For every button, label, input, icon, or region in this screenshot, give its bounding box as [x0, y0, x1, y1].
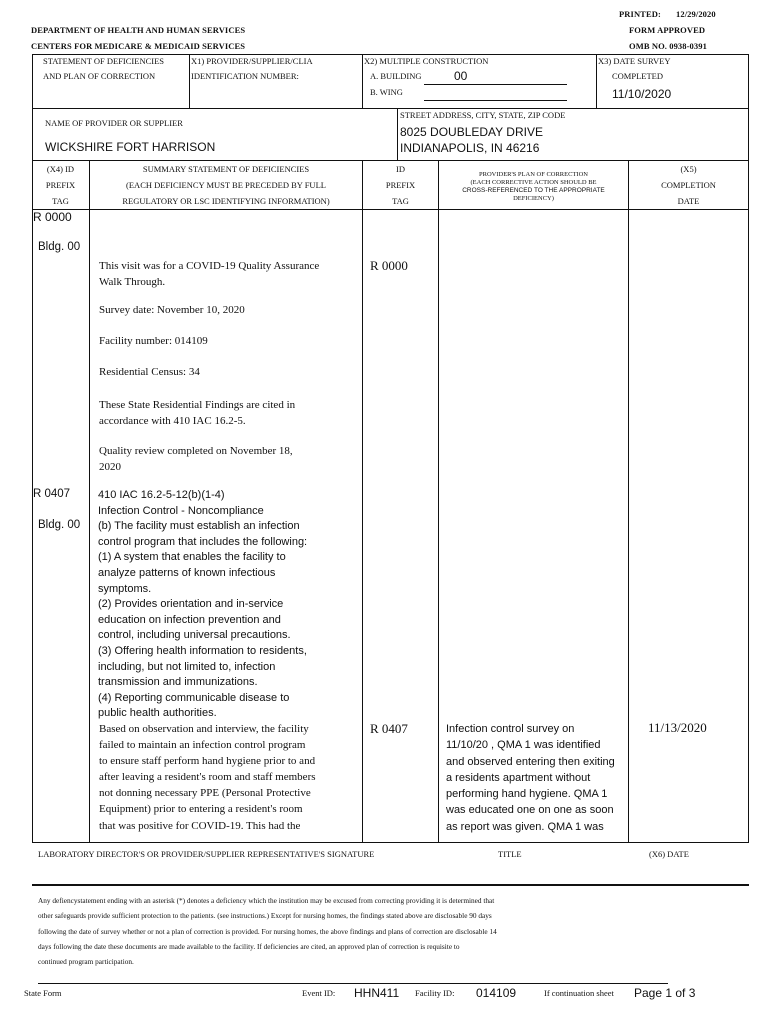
- tag-r0000: R 0000: [33, 210, 72, 224]
- summary-label-2: (EACH DEFICIENCY MUST BE PRECEDED BY FULL: [126, 180, 326, 190]
- summary-label-3: REGULATORY OR LSC IDENTIFYING INFORMATION): [122, 196, 330, 206]
- id-tag-r0407: R 0407: [370, 721, 408, 736]
- plan-line: Infection control survey on: [446, 723, 575, 735]
- id-label: ID: [396, 164, 405, 174]
- plan-label-3: CROSS-REFERENCED TO THE APPROPRIATE: [462, 187, 605, 194]
- disclaimer-line: Any defiencystatement ending with an asterisk (*) denotes a deficiency which the institution may be excused from correcting providing it is determined that: [38, 896, 495, 905]
- signature-label: LABORATORY DIRECTOR'S OR PROVIDER/SUPPLIER REPRESENTATIVE'S SIGNATURE: [38, 849, 375, 859]
- address-label: STREET ADDRESS, CITY, STATE, ZIP CODE: [400, 110, 566, 120]
- printed-label: PRINTED:: [619, 9, 661, 19]
- building-r0000: Bldg. 00: [38, 241, 81, 253]
- printed-date: 12/29/2020: [676, 9, 716, 19]
- regulation-line: public health authorities.: [98, 707, 217, 720]
- visit-description: This visit was for a COVID-19 Quality Assurance Walk Through.: [99, 260, 320, 288]
- statement-label-2: AND PLAN OF CORRECTION: [43, 71, 156, 81]
- page-number: Page 1 of 3: [634, 986, 696, 1000]
- regulation-line: (b) The facility must establish an infection: [98, 520, 300, 533]
- regulation-line: education on infection prevention and: [98, 613, 281, 626]
- regulation-line: Infection Control - Noncompliance: [98, 504, 264, 517]
- state-findings: These State Residential Findings are cited in accordance with 410 IAC 16.2-5.: [99, 399, 296, 427]
- residential-census: Residential Census: 34: [99, 366, 200, 378]
- provider-name-label: NAME OF PROVIDER OR SUPPLIER: [45, 118, 183, 128]
- id-tag-r0000: R 0000: [370, 258, 408, 273]
- facility-id: 014109: [476, 986, 517, 1000]
- plan-label-2: (EACH CORRECTIVE ACTION SHOULD BE: [470, 179, 597, 186]
- plan-label-1: PROVIDER'S PLAN OF CORRECTION: [479, 171, 588, 178]
- tag-r0407: R 0407: [33, 488, 71, 500]
- observation-line: after leaving a resident's room and staff members: [99, 771, 316, 784]
- x6-date-label: (X6) DATE: [649, 849, 689, 859]
- facility-number: Facility number: 014109: [99, 335, 208, 347]
- address-line-2: INDIANAPOLIS, IN 46216: [400, 141, 540, 155]
- completion-date: 11/13/2020: [648, 720, 707, 735]
- summary-label-1: SUMMARY STATEMENT OF DEFICIENCIES: [142, 164, 310, 174]
- wing-label: B. WING: [370, 87, 403, 97]
- event-id: HHN411: [354, 986, 400, 1000]
- observation-line: Based on observation and interview, the facility: [99, 723, 309, 735]
- state-form-label: State Form: [24, 988, 62, 998]
- regulation-line: (1) A system that enables the facility to: [98, 551, 286, 564]
- title-label: TITLE: [498, 849, 522, 859]
- plan-line: was educated one on one as soon: [446, 804, 614, 817]
- multiple-construction-label: X2) MULTIPLE CONSTRUCTION: [364, 56, 489, 66]
- plan-line: 11/10/20 , QMA 1 was identified: [446, 739, 601, 752]
- provider-name: WICKSHIRE FORT HARRISON: [45, 140, 216, 154]
- omb-number: OMB NO. 0938-0391: [629, 41, 707, 51]
- quality-review: Quality review completed on November 18, 2020: [99, 445, 293, 473]
- regulation-line: including, but not limited to, infection: [98, 660, 276, 673]
- observation-text: [99, 721, 316, 834]
- building-label: A. BUILDING: [370, 71, 422, 81]
- plan-line: as report was given. QMA 1 was: [446, 820, 604, 833]
- event-id-label: Event ID:: [302, 988, 336, 998]
- survey-date: Survey date: November 10, 2020: [99, 304, 245, 316]
- observation-line: failed to maintain an infection control program: [99, 739, 306, 752]
- date-completed: 11/10/2020: [612, 87, 672, 101]
- id-tag-label: TAG: [392, 196, 409, 206]
- form-approved: FORM APPROVED: [629, 25, 706, 35]
- regulation-line: (4) Reporting communicable disease to: [98, 691, 290, 704]
- completed-label: COMPLETED: [612, 71, 663, 81]
- observation-line: Equipment) prior to entering a resident's room: [99, 803, 303, 816]
- disclaimer-line: other safeguards provide sufficient protection to the patients. (see instructions.) Except for nursing homes, the findings stated above are disclosable 90 days: [38, 911, 492, 921]
- continuation-label: If continuation sheet: [544, 988, 614, 998]
- provider-clia-label: X1) PROVIDER/SUPPLIER/CLIA: [191, 56, 313, 66]
- x4-tag-label: TAG: [52, 196, 69, 206]
- plan-of-correction-text: [446, 721, 615, 835]
- disclaimer-text: [38, 893, 497, 969]
- regulation-line: control program that includes the following:: [98, 535, 308, 548]
- observation-line: not donning necessary PPE (Personal Protective: [99, 787, 311, 800]
- address-line-1: 8025 DOUBLEDAY DRIVE: [400, 125, 543, 139]
- regulation-line: control, including universal precautions.: [98, 629, 291, 642]
- id-prefix-label: PREFIX: [385, 180, 416, 190]
- plan-label-4: DEFICIENCY): [513, 195, 554, 202]
- building-r0407: Bldg. 00: [38, 519, 81, 531]
- building-value: 00: [454, 69, 468, 83]
- observation-line: that was positive for COVID-19. This had the: [99, 819, 301, 832]
- x4-prefix-label: PREFIX: [45, 180, 76, 190]
- regulation-line: (3) Offering health information to residents,: [98, 644, 307, 657]
- disclaimer-line: continued program participation.: [38, 957, 134, 967]
- plan-line: performing hand hygiene. QMA 1: [446, 788, 608, 801]
- regulation-line: transmission and immunizations.: [98, 676, 258, 689]
- statement-label-1: STATEMENT OF DEFICIENCIES: [43, 56, 165, 66]
- regulation-line: symptoms.: [98, 582, 152, 595]
- completion-label: COMPLETION: [661, 180, 716, 190]
- regulation-line: 410 IAC 16.2-5-12(b)(1-4): [98, 489, 225, 501]
- disclaimer-line: following the date of survey whether or not a plan of correction is provided. For nursing homes, the above findings and plans of correction are disclosable 14: [38, 926, 497, 936]
- date-survey-label: X3) DATE SURVEY: [598, 56, 671, 66]
- x5-label: (X5): [680, 164, 697, 174]
- plan-line: a residents apartment without: [446, 771, 591, 784]
- facility-id-label: Facility ID:: [415, 988, 455, 998]
- date-label: DATE: [677, 196, 700, 206]
- observation-line: to ensure staff perform hand hygiene prior to and: [99, 755, 316, 768]
- regulation-text: [98, 488, 307, 722]
- centers-title: CENTERS FOR MEDICARE & MEDICAID SERVICES: [31, 41, 246, 51]
- identification-number-label: IDENTIFICATION NUMBER:: [191, 71, 299, 81]
- plan-line: and observed entering then exiting: [446, 755, 615, 768]
- x4-id-label: (X4) ID: [46, 164, 75, 174]
- regulation-line: analyze patterns of known infectious: [98, 566, 276, 579]
- disclaimer-line: days following the date these documents are made available to the facility. If deficiencies are cited, an approved plan of correction is requisite to: [38, 941, 460, 951]
- department-title: DEPARTMENT OF HEALTH AND HUMAN SERVICES: [31, 25, 246, 35]
- regulation-line: (2) Provides orientation and in-service: [98, 598, 284, 611]
